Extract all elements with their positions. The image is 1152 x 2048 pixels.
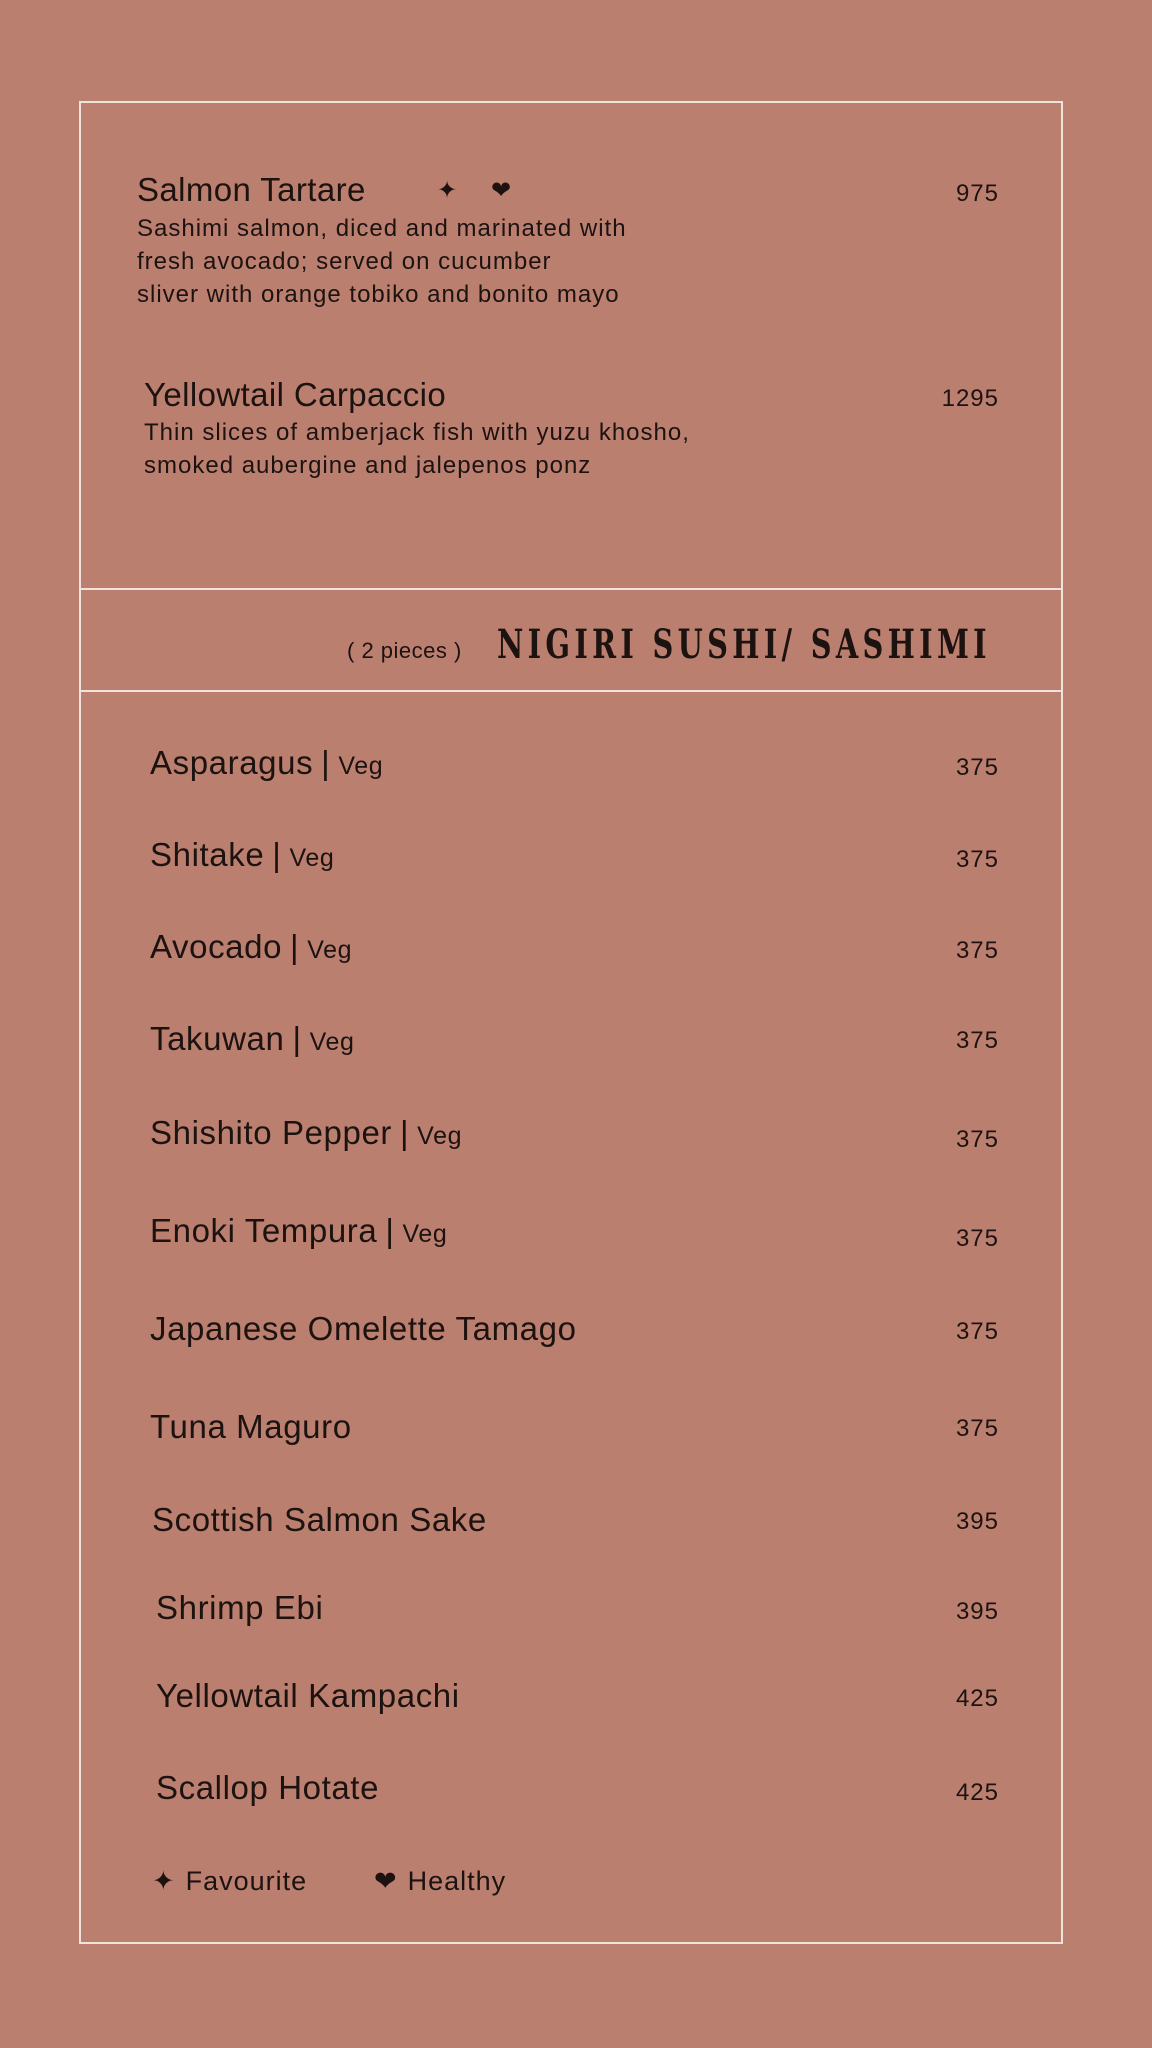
favourite-icon: ✦ [437, 177, 458, 204]
separator: | [321, 744, 331, 781]
menu-item-price: 425 [955, 1685, 999, 1712]
menu-item [150, 928, 352, 966]
menu-item-price: 375 [955, 937, 999, 964]
veg-tag: Veg [289, 844, 335, 872]
menu-item [150, 1114, 462, 1152]
menu-item-name: Scottish Salmon Sake [152, 1501, 487, 1538]
separator: | [292, 1020, 302, 1057]
legend-label: Healthy [407, 1866, 507, 1896]
legend-healthy [374, 1866, 506, 1897]
menu-item-price: 975 [955, 180, 999, 207]
menu-item-description [137, 212, 627, 311]
menu-item-name: Yellowtail Kampachi [156, 1677, 460, 1714]
menu-item-name: Scallop Hotate [156, 1769, 380, 1806]
separator: | [399, 1114, 410, 1151]
separator: | [272, 836, 282, 873]
menu-item [150, 1408, 352, 1446]
menu-item [150, 836, 334, 874]
description-line: fresh avocado; served on cucumber [137, 248, 552, 275]
menu-item-name: Takuwan [150, 1020, 285, 1057]
veg-tag: Veg [309, 1028, 355, 1056]
menu-item-name: Shrimp Ebi [156, 1589, 324, 1626]
description-line: Thin slices of amberjack fish with yuzu khosho, [144, 419, 690, 446]
separator: | [290, 928, 300, 965]
menu-item-price: 375 [955, 1027, 999, 1054]
menu-item-name: Enoki Tempura [150, 1212, 378, 1249]
menu-item-name: Tuna Maguro [150, 1408, 352, 1445]
section-title: NIGIRI SUSHI/ SASHIMI [497, 621, 991, 668]
menu-item-price: 375 [955, 1225, 999, 1252]
menu-item-description [144, 416, 690, 482]
menu-item-name: Salmon Tartare [137, 171, 366, 208]
veg-tag: Veg [417, 1122, 463, 1150]
description-line: sliver with orange tobiko and bonito mayo [137, 281, 620, 308]
menu-item-price: 425 [955, 1779, 999, 1806]
menu-item [156, 1677, 460, 1715]
menu-item-price: 395 [955, 1598, 999, 1625]
healthy-icon: ❤ [491, 177, 512, 204]
menu-item-name: Yellowtail Carpaccio [144, 376, 447, 413]
legend-label: Favourite [185, 1866, 308, 1896]
menu-item-price: 375 [955, 846, 999, 873]
separator: | [385, 1212, 395, 1249]
menu-item-price: 375 [955, 1318, 999, 1345]
menu-item [150, 744, 383, 782]
menu-item [156, 1769, 379, 1807]
menu-item-price: 375 [955, 1126, 999, 1153]
menu-item-name: Avocado [150, 928, 283, 965]
menu-item-price: 395 [955, 1508, 999, 1535]
veg-tag: Veg [338, 752, 384, 780]
section-divider-top [79, 588, 1063, 590]
menu-item-name: Shitake [150, 836, 265, 873]
menu-item-price: 375 [955, 754, 999, 781]
menu-item-name: Shishito Pepper [150, 1114, 392, 1151]
section-divider-bottom [79, 690, 1063, 692]
legend-favourite [152, 1866, 307, 1897]
menu-item [156, 1589, 323, 1627]
menu-item-price: 1295 [941, 385, 999, 412]
menu-item-name: Japanese Omelette Tamago [150, 1310, 577, 1347]
menu-item [150, 1212, 447, 1250]
menu-item [150, 1310, 577, 1348]
healthy-icon: ❤ [374, 1866, 398, 1896]
menu-item-price: 375 [955, 1415, 999, 1442]
veg-tag: Veg [402, 1220, 448, 1248]
menu-item [150, 1020, 355, 1058]
menu-item-name: Asparagus [150, 744, 314, 781]
description-line: Sashimi salmon, diced and marinated with [137, 215, 627, 242]
favourite-icon: ✦ [152, 1866, 176, 1896]
menu-item [152, 1501, 487, 1539]
veg-tag: Veg [307, 936, 353, 964]
section-note: ( 2 pieces ) [347, 638, 462, 663]
description-line: smoked aubergine and jalepenos ponz [144, 452, 592, 479]
